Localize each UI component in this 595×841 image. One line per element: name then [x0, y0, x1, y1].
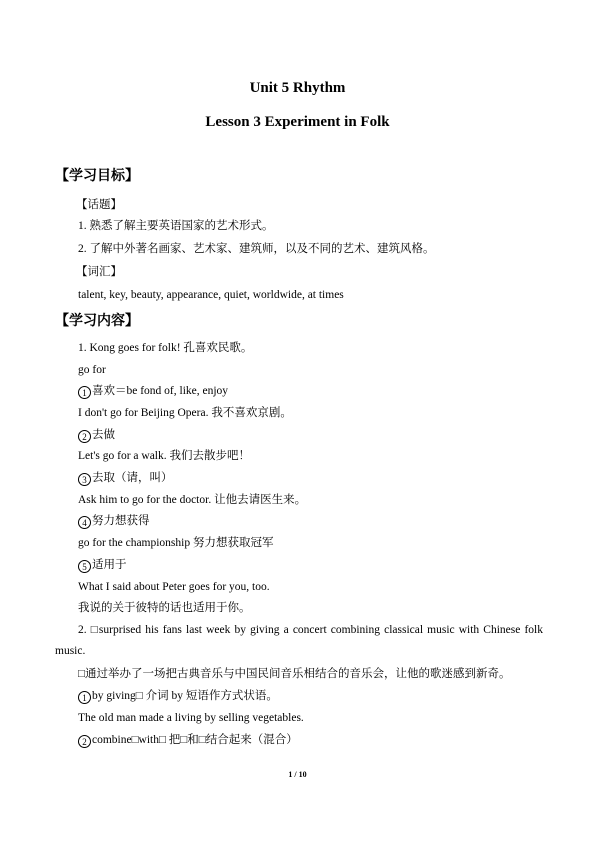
- meaning-text: 喜欢＝be fond of, like, enjoy: [92, 385, 229, 397]
- vocab-list: talent, key, beauty, appearance, quiet, worldwide, at times: [78, 289, 344, 301]
- circled-number: 2: [78, 430, 91, 443]
- content-line: What I said about Peter goes for you, too.: [78, 581, 270, 593]
- meaning-item: [78, 733, 298, 748]
- meaning-text: 适用于: [92, 559, 127, 571]
- content-line: I don't go for Beijing Opera. 我不喜欢京剧。: [78, 407, 292, 419]
- page-title: Unit 5 Rhythm: [249, 80, 346, 96]
- meaning-text: by giving□ 介词 by 短语作方式状语。: [92, 690, 278, 702]
- content-line: 我说的关于彼特的话也适用于你。: [78, 602, 251, 614]
- content-line: □通过举办了一场把古典音乐与中国民间音乐相结合的音乐会，让他的歌迷感到新奇。: [78, 668, 511, 680]
- circled-number: 5: [78, 560, 91, 573]
- topic-item-1: 1. 熟悉了解主要英语国家的艺术形式。: [78, 220, 274, 232]
- vocab-label: 【词汇】: [76, 266, 122, 278]
- meaning-item: [78, 471, 173, 486]
- circled-number: 2: [78, 735, 91, 748]
- content-line: Let's go for a walk. 我们去散步吧！: [78, 450, 250, 462]
- meaning-item: [78, 689, 278, 704]
- meaning-item: [78, 428, 115, 443]
- circled-number: 4: [78, 516, 91, 529]
- content-line: go for the championship 努力想获取冠军: [78, 537, 274, 549]
- circled-number: 1: [78, 386, 91, 399]
- content-line: Ask him to go for the doctor. 让他去请医生来。: [78, 494, 307, 506]
- content-line: 1. Kong goes for folk! 孔喜欢民歌。: [78, 342, 253, 354]
- meaning-item: [78, 558, 127, 573]
- meaning-item: [78, 384, 228, 399]
- topic-label: 【话题】: [76, 199, 122, 211]
- circled-number: 3: [78, 473, 91, 486]
- section-heading-objectives: 【学习目标】: [55, 169, 139, 184]
- page-subtitle: Lesson 3 Experiment in Folk: [205, 114, 390, 130]
- content-line: The old man made a living by selling vegetables.: [78, 712, 304, 724]
- meaning-text: combine□with□ 把□和□结合起来（混合）: [92, 734, 298, 746]
- circled-number: 1: [78, 691, 91, 704]
- meaning-text: 去取（请，叫）: [92, 472, 173, 484]
- content-line: go for: [78, 364, 106, 376]
- topic-item-2: 2. 了解中外著名画家、艺术家、建筑师，以及不同的艺术、建筑风格。: [78, 243, 435, 255]
- section-heading-content: 【学习内容】: [55, 314, 139, 329]
- meaning-text: 去做: [92, 429, 115, 441]
- meaning-item: [78, 514, 150, 529]
- paragraph-2: 2. □surprised his fans last week by giving a concert combining classical music with Chinese folk music.: [55, 624, 543, 657]
- page-number: 1 / 10: [288, 770, 307, 779]
- meaning-text: 努力想获得: [92, 515, 150, 527]
